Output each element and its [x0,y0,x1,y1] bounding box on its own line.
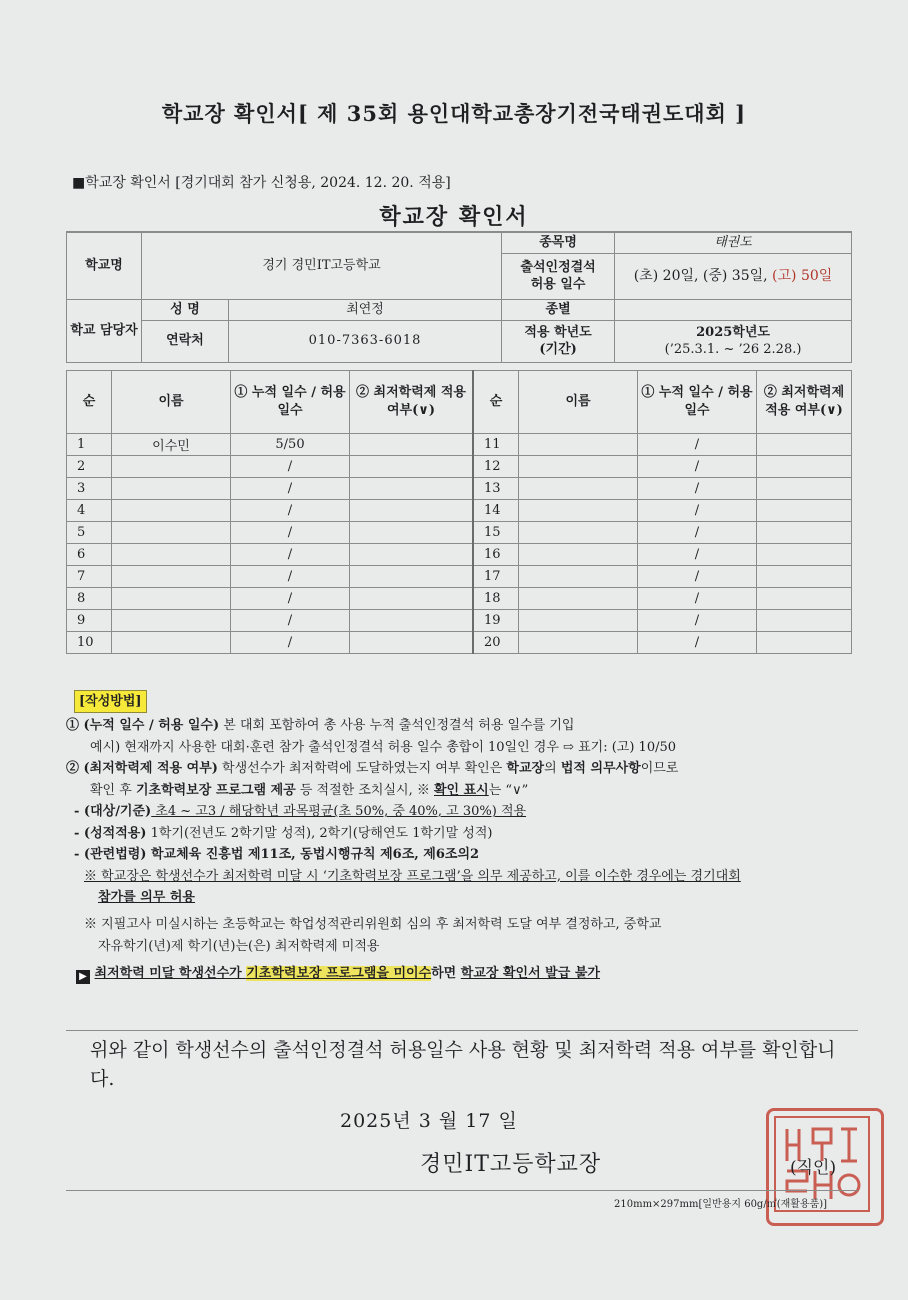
instruction-final-b: 기초학력보장 프로그램을 미이수 [246,966,432,982]
student-name [112,478,231,500]
attendance-count: / [231,456,350,478]
student-name [112,566,231,588]
paper-spec-note: 210mm×297mm[일반용지 60g/㎡(재활용품)] [614,1199,828,1210]
student-name: 이수민 [112,434,231,456]
row-number: 10 [67,632,112,654]
attendance-label: 출석인정결석 허용 일수 [502,254,615,300]
min-grade-check[interactable] [757,566,852,588]
instruction-sub-1-title: - (대상/기준) [74,804,152,820]
min-grade-check[interactable] [757,456,852,478]
col-check-right: ② 최저학력제 적용 여부(∨) [757,371,852,434]
row-number: 2 [67,456,112,478]
attendance-count: / [638,478,757,500]
instruction-line2-a: 확인 후 [90,782,136,798]
attendance-value [615,254,852,300]
row-number: 8 [67,588,112,610]
col-name-right: 이름 [519,371,638,434]
min-grade-check[interactable] [350,434,474,456]
row-number: 4 [67,500,112,522]
attendance-count: / [231,478,350,500]
row-number: 11 [473,434,519,456]
student-name [519,456,638,478]
attendance-count: / [638,566,757,588]
min-grade-check[interactable] [350,588,474,610]
col-count-right: ① 누적 일수 / 허용 일수 [638,371,757,434]
col-check: ② 최저학력제 적용 여부(∨) [350,371,474,434]
instruction-item-2-text: 학생선수가 최저학력에 도달하였는지 여부 확인은 [217,761,507,777]
instruction-item-1-text: 본 대회 포함하여 총 사용 누적 출석인정결석 허용 일수를 기입 [219,718,575,734]
min-grade-check[interactable] [757,478,852,500]
instruction-final [66,963,866,984]
table-row [67,478,852,500]
student-name [112,456,231,478]
manager-label: 학교 담당자 [67,300,142,363]
instruction-item-2-duty: 법적 의무사항 [560,761,641,777]
instruction-item-2-principal: 학교장 [506,761,545,777]
row-number: 9 [67,610,112,632]
instruction-sub-2 [66,823,866,844]
instruction-note-2-line2: 자유학기(년)제 학기(년)는(은) 최저학력제 미적용 [98,938,380,954]
student-name [519,478,638,500]
row-number: 5 [67,522,112,544]
year-label: 적용 학년도 (기간) [502,321,615,363]
instruction-sub-1 [66,801,866,822]
student-name [519,566,638,588]
min-grade-check[interactable] [350,500,474,522]
table-row [67,632,852,654]
student-name [112,544,231,566]
form-heading: 학교장 확인서 [379,205,529,230]
instruction-line2-mark: 확인 표시 [433,782,489,798]
student-name [519,610,638,632]
attendance-count: / [231,632,350,654]
instruction-line2-c: 는 “∨” [488,782,529,798]
row-number: 15 [473,522,519,544]
student-name [519,544,638,566]
student-table [66,370,852,654]
instruction-sub-3-title: - (관련법령) [74,847,147,863]
attendance-count: / [231,500,350,522]
principal-name: 경민IT고등학교장 [420,1152,602,1177]
row-number: 7 [67,566,112,588]
row-number: 17 [473,566,519,588]
seal-label: (직인) [790,1158,837,1178]
instruction-final-d: 학교장 확인서 발급 불가 [460,966,600,982]
row-number: 18 [473,588,519,610]
student-name [112,610,231,632]
instruction-sub-2-text: 1학기(전년도 2학기말 성적), 2학기(당해연도 1학기말 성적) [146,825,493,841]
col-no: 순 [67,371,112,434]
table-row [67,500,852,522]
instruction-item-2 [66,758,866,779]
attendance-count: / [638,588,757,610]
attendance-value-high: (고) 50일 [772,268,833,285]
instruction-item-2-title: ② (최저학력제 적용 여부) [66,761,218,777]
instruction-line2-program: 기초학력보장 프로그램 제공 [135,782,296,798]
table-row [67,610,852,632]
attendance-count: / [231,588,350,610]
year-value-main: 2025학년도 [696,324,770,340]
instruction-final-a: 최저학력 미달 학생선수가 [94,966,247,982]
table-row [67,456,852,478]
table-row [67,588,852,610]
instruction-note-1: ※ 학교장은 학생선수가 최저학력 미달 시 ‘기초학력보장 프로그램’을 의무 제공하고, 이를 이수한 경우에는 경기대회 [84,868,741,884]
instruction-item-1 [66,715,866,736]
min-grade-check[interactable] [757,610,852,632]
col-count: ① 누적 일수 / 허용 일수 [231,371,350,434]
instruction-item-2-particle: 의 [544,761,561,777]
category-value [615,300,852,321]
sport-value: 태권도 [615,233,852,254]
contact-label: 연락처 [142,321,229,363]
attendance-count: / [638,544,757,566]
divider-rule [66,1030,858,1031]
student-name [112,500,231,522]
instruction-item-2-suffix: 이므로 [640,761,679,777]
instructions [66,690,866,985]
row-number: 14 [473,500,519,522]
min-grade-check[interactable] [757,632,852,654]
category-label: 종별 [502,300,615,321]
row-number: 13 [473,478,519,500]
sport-label: 종목명 [502,233,615,254]
row-number: 3 [67,478,112,500]
student-name [112,588,231,610]
instruction-sub-2-title: - (성적적용) [74,825,147,841]
year-value [615,321,852,363]
instruction-sub-1-text: 초4 ~ 고3 / 해당학년 과목평균(초 50%, 중 40%, 고 30%) 적용 [151,804,527,820]
name-value: 최연정 [229,300,502,321]
row-number: 6 [67,544,112,566]
attendance-count: / [231,610,350,632]
min-grade-check[interactable] [350,610,474,632]
year-period: (’25.3.1. ~ ’26 2.28.) [664,341,802,357]
confirmation-text: 위와 같이 학생선수의 출석인정결석 허용일수 사용 현황 및 최저학력 적용 여부를 확인합니다. [90,1039,836,1091]
min-grade-check[interactable] [757,522,852,544]
page-title: 학교장 확인서[ 제 35회 용인대학교총장기전국태권도대회 ] [161,101,747,126]
col-name: 이름 [112,371,231,434]
min-grade-check[interactable] [757,588,852,610]
attendance-count: / [231,544,350,566]
min-grade-check[interactable] [350,544,474,566]
bottom-rule [66,1190,858,1191]
instruction-example: 예시) 현재까지 사용한 대회·훈련 참가 출석인정결석 허용 일수 총합이 10일인 경우 ⇨ 표기: (고) 10/50 [90,739,677,755]
instruction-note-1-line2: 참가를 의무 허용 [98,889,195,905]
student-name [519,632,638,654]
min-grade-check[interactable] [350,478,474,500]
instruction-note-2: ※ 지필고사 미실시하는 초등학교는 학업성적관리위원회 심의 후 최저학력 도달 여부 결정하고, 중학교 [84,917,662,933]
contact-value: 010-7363-6018 [229,321,502,363]
min-grade-check[interactable] [757,500,852,522]
form-caption: ■학교장 확인서 [경기대회 참가 신청용, 2024. 12. 20. 적용] [72,175,451,191]
instruction-sub-3-text: 학교체육 진흥법 제11조, 동법시행규칙 제6조, 제6조의2 [146,847,480,863]
min-grade-check[interactable] [350,566,474,588]
row-number: 20 [473,632,519,654]
student-name [519,588,638,610]
student-name [519,522,638,544]
school-value: 경기 경민IT고등학교 [142,233,502,300]
school-label: 학교명 [67,233,142,300]
attendance-count: / [638,434,757,456]
attendance-count: 5/50 [231,434,350,456]
attendance-count: / [638,610,757,632]
min-grade-check[interactable] [350,456,474,478]
min-grade-check[interactable] [757,434,852,456]
instruction-item-2-line2 [66,780,866,801]
attendance-count: / [638,632,757,654]
min-grade-check[interactable] [757,544,852,566]
attendance-count: / [638,522,757,544]
min-grade-check[interactable] [350,522,474,544]
attendance-value-main: (초) 20일, (중) 35일, [633,268,768,285]
instructions-heading: [작성방법] [74,690,147,713]
name-label: 성 명 [142,300,229,321]
instruction-sub-3 [66,844,866,865]
row-number: 16 [473,544,519,566]
student-name [112,522,231,544]
instruction-line2-b: 등 적절한 조치실시, ※ [295,782,434,798]
attendance-count: / [638,456,757,478]
table-row [67,434,852,456]
row-number: 19 [473,610,519,632]
attendance-count: / [638,500,757,522]
student-name [519,500,638,522]
attendance-count: / [231,522,350,544]
student-table-body [67,434,852,654]
row-number: 12 [473,456,519,478]
row-number: 1 [67,434,112,456]
attendance-count: / [231,566,350,588]
col-no-right: 순 [473,371,519,434]
instruction-final-c: 하면 [431,966,461,982]
info-table [66,232,852,363]
arrow-box-icon: ▶ [76,970,90,984]
min-grade-check[interactable] [350,632,474,654]
table-row [67,566,852,588]
table-row [67,544,852,566]
issue-date: 2025년 3 월 17 일 [340,1110,518,1132]
table-row [67,522,852,544]
instruction-item-1-title: ① (누적 일수 / 허용 일수) [66,718,220,734]
student-name [112,632,231,654]
student-name [519,434,638,456]
